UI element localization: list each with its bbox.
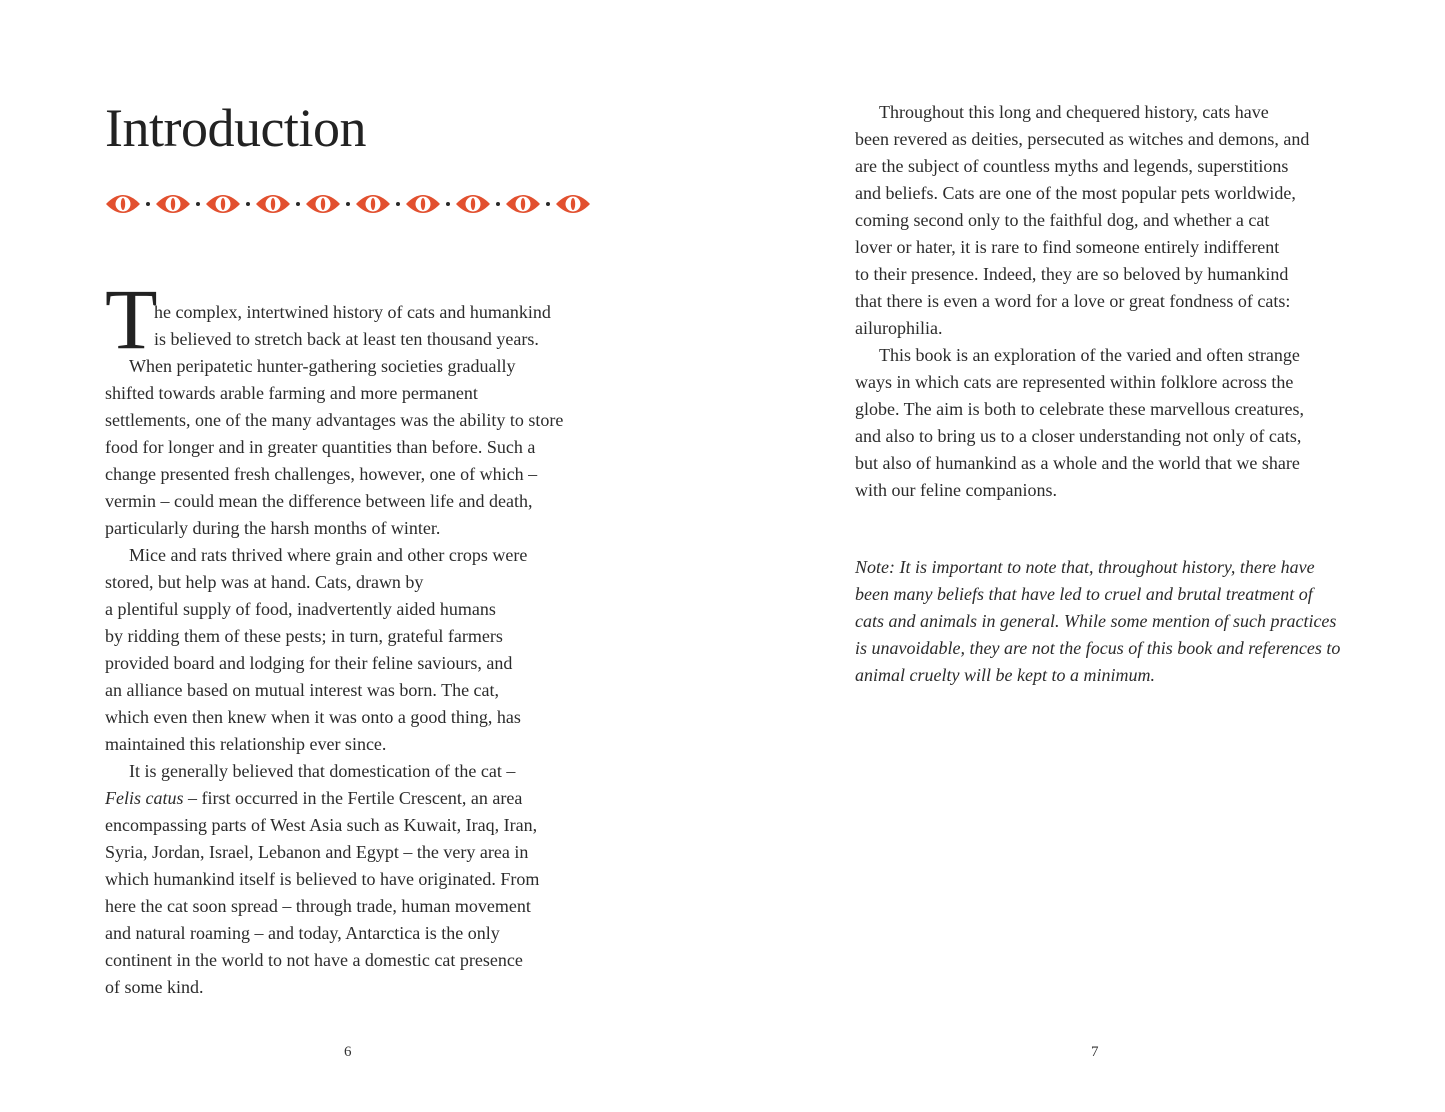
line-text: is believed to stretch back at least ten thousand years. <box>154 329 539 349</box>
line-text: Mice and rats thrived where grain and other crops were <box>129 545 528 565</box>
line-text: food for longer and in greater quantities than before. Such a <box>105 437 536 457</box>
line-text: been revered as deities, persecuted as witches and demons, and <box>855 129 1310 149</box>
line-text: shifted towards arable farming and more permanent <box>105 383 478 403</box>
cat-eye-icon <box>455 189 491 219</box>
line-text: cats and animals in general. While some mention of such practices <box>855 611 1337 631</box>
text-line <box>105 839 528 866</box>
line-text: that there is even a word for a love or great fondness of cats: <box>855 291 1291 311</box>
drop-cap: T <box>105 271 158 367</box>
cat-eye-icon <box>105 189 141 219</box>
cat-eye-icon <box>505 189 541 219</box>
text-line <box>105 812 537 839</box>
line-text: with our feline companions. <box>855 480 1057 500</box>
cat-eye-icon <box>555 189 591 219</box>
text-line <box>855 234 1279 261</box>
line-text: here the cat soon spread – through trade, human movement <box>105 896 531 916</box>
separator-dot <box>346 202 350 206</box>
text-line <box>105 704 521 731</box>
line-text: coming second only to the faithful dog, and whether a cat <box>855 210 1270 230</box>
line-text: been many beliefs that have led to cruel and brutal treatment of <box>855 584 1313 604</box>
species-name: Felis catus <box>105 788 184 808</box>
separator-dot <box>396 202 400 206</box>
cat-eye-icon <box>405 189 441 219</box>
text-line <box>879 99 1269 126</box>
text-line <box>855 315 942 342</box>
text-line <box>855 153 1288 180</box>
line-text: he complex, intertwined history of cats and humankind <box>154 302 551 322</box>
line-text: and beliefs. Cats are one of the most popular pets worldwide, <box>855 183 1296 203</box>
separator-dot <box>446 202 450 206</box>
line-text: but also of humankind as a whole and the world that we share <box>855 453 1300 473</box>
text-line <box>105 569 423 596</box>
line-text: When peripatetic hunter-gathering societies gradually <box>129 356 516 376</box>
cat-eye-icon <box>355 189 391 219</box>
text-line <box>129 758 515 785</box>
text-line <box>855 423 1301 450</box>
line-text: an alliance based on mutual interest was born. The cat, <box>105 680 500 700</box>
text-line <box>105 407 563 434</box>
line-text: and also to bring us to a closer understanding not only of cats, <box>855 426 1302 446</box>
text-line <box>855 450 1300 477</box>
text-line <box>105 785 522 812</box>
page-number-right: 7 <box>1091 1044 1099 1060</box>
line-text: settlements, one of the many advantages was the ability to store <box>105 410 564 430</box>
line-text: provided board and lodging for their feline saviours, and <box>105 653 513 673</box>
text-line <box>105 623 503 650</box>
text-line <box>855 581 1313 608</box>
text-line <box>855 477 1057 504</box>
text-line <box>105 893 531 920</box>
line-text: encompassing parts of West Asia such as Kuwait, Iraq, Iran, <box>105 815 538 835</box>
text-line <box>855 554 1315 581</box>
line-text: Throughout this long and chequered history, cats have <box>879 102 1269 122</box>
line-text: ailurophilia. <box>855 318 943 338</box>
page-number-left: 6 <box>344 1044 352 1060</box>
line-text: continent in the world to not have a domestic cat presence <box>105 950 523 970</box>
text-line <box>105 461 537 488</box>
separator-dot <box>146 202 150 206</box>
text-line <box>855 126 1309 153</box>
line-text: to their presence. Indeed, they are so beloved by humankind <box>855 264 1289 284</box>
line-text: lover or hater, it is rare to find someone entirely indifferent <box>855 237 1280 257</box>
line-text: are the subject of countless myths and legends, superstitions <box>855 156 1289 176</box>
cat-eye-icon <box>155 189 191 219</box>
text-line <box>105 596 496 623</box>
text-line <box>879 342 1300 369</box>
text-line <box>105 488 532 515</box>
line-text: maintained this relationship ever since. <box>105 734 387 754</box>
cat-eye-icon <box>255 189 291 219</box>
separator-dot <box>546 202 550 206</box>
cat-eye-icon <box>305 189 341 219</box>
separator-dot <box>246 202 250 206</box>
text-line <box>154 299 551 326</box>
line-text: globe. The aim is both to celebrate these marvellous creatures, <box>855 399 1305 419</box>
chapter-title: Introduction <box>105 98 366 158</box>
line-text: This book is an exploration of the varied and often strange <box>879 345 1300 365</box>
text-line <box>105 974 204 1001</box>
text-line <box>855 261 1288 288</box>
line-text: ways in which cats are represented within folklore across the <box>855 372 1294 392</box>
text-line <box>105 380 478 407</box>
cat-eye-icon <box>205 189 241 219</box>
separator-dot <box>296 202 300 206</box>
line-text: by ridding them of these pests; in turn, grateful farmers <box>105 626 503 646</box>
line-text: particularly during the harsh months of winter. <box>105 518 441 538</box>
text-line <box>855 207 1269 234</box>
text-line <box>105 434 535 461</box>
text-line <box>855 369 1293 396</box>
text-line <box>105 650 512 677</box>
text-line <box>105 731 386 758</box>
text-line <box>154 326 539 353</box>
text-line <box>855 288 1290 315</box>
text-line <box>855 608 1336 635</box>
line-text: is unavoidable, they are not the focus of this book and references to <box>855 638 1341 658</box>
line-text: It is generally believed that domestication of the cat – <box>129 761 516 781</box>
text-line <box>855 180 1296 207</box>
text-line <box>105 947 523 974</box>
line-text: – first occurred in the Fertile Crescent, an area <box>183 788 523 808</box>
text-line <box>855 635 1340 662</box>
cat-eye-ornament <box>105 189 591 219</box>
text-line <box>105 920 500 947</box>
line-text: and natural roaming – and today, Antarctica is the only <box>105 923 500 943</box>
separator-dot <box>496 202 500 206</box>
text-line <box>129 542 527 569</box>
line-text: Syria, Jordan, Israel, Lebanon and Egypt – the very area in <box>105 842 529 862</box>
line-text: Note: It is important to note that, throughout history, there have <box>855 557 1315 577</box>
line-text: a plentiful supply of food, inadvertently aided humans <box>105 599 496 619</box>
line-text: of some kind. <box>105 977 204 997</box>
line-text: vermin – could mean the difference between life and death, <box>105 491 533 511</box>
line-text: which even then knew when it was onto a good thing, has <box>105 707 521 727</box>
separator-dot <box>196 202 200 206</box>
line-text: which humankind itself is believed to have originated. From <box>105 869 540 889</box>
line-text: animal cruelty will be kept to a minimum. <box>855 665 1155 685</box>
text-line <box>855 396 1304 423</box>
text-line <box>855 662 1155 689</box>
text-line <box>105 677 499 704</box>
text-line <box>105 515 440 542</box>
line-text: change presented fresh challenges, however, one of which – <box>105 464 538 484</box>
line-text: stored, but help was at hand. Cats, drawn by <box>105 572 424 592</box>
text-line <box>105 866 539 893</box>
text-line <box>129 353 515 380</box>
